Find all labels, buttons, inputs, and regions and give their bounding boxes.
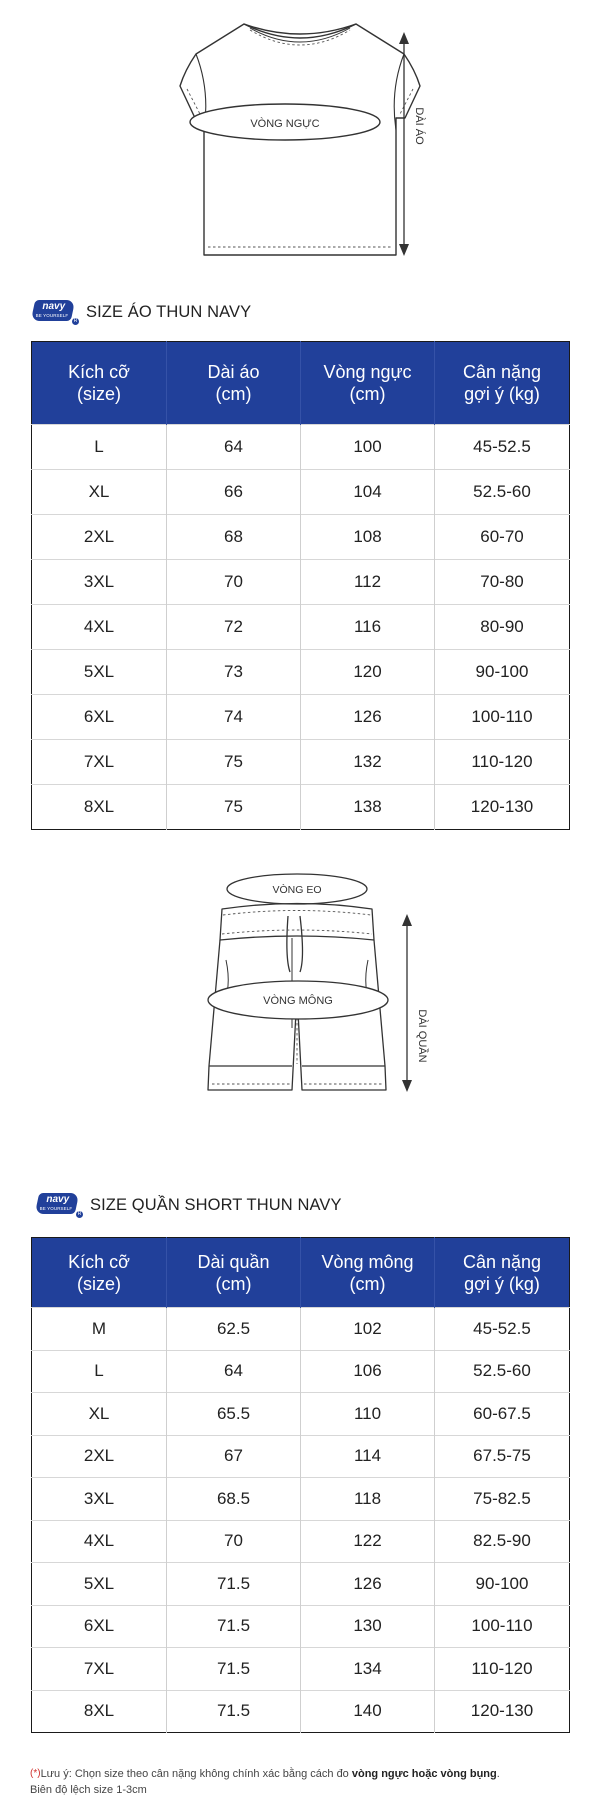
table-cell: 45-52.5 [435,425,570,470]
table-cell: 4XL [32,1520,167,1563]
note-emphasis: vòng ngực hoặc vòng bụng [351,1768,497,1780]
table-row [32,1350,570,1393]
table-cell: 65.5 [167,1393,301,1436]
column-header: Kích cỡ (size) [32,342,167,425]
column-header: Cân nặng gợi ý (kg) [435,342,570,425]
table-cell: 114 [301,1435,435,1478]
table-cell: 104 [301,470,435,515]
table-cell: 72 [167,605,301,650]
table-cell: 64 [167,425,301,470]
table-cell: 71.5 [167,1605,301,1648]
table-row [32,605,570,650]
table-cell: 60-70 [435,515,570,560]
table-cell: 67.5-75 [435,1435,570,1478]
shorts-waistband [220,904,374,941]
table-cell: 126 [301,1563,435,1606]
table-row [32,425,570,470]
table-cell: 110-120 [435,1648,570,1691]
table-cell: 120 [301,650,435,695]
table-cell: 3XL [32,560,167,605]
table-cell: 100 [301,425,435,470]
table-cell: 7XL [32,1648,167,1691]
table-cell: 140 [301,1690,435,1733]
table-row [32,1520,570,1563]
table-cell: 7XL [32,740,167,785]
length-label: DÀI ÁO [413,107,425,145]
column-header: Cân nặng gợi ý (kg) [435,1238,570,1308]
navy-logo: navy BE YOURSELF R [34,1190,84,1220]
table-cell: 68 [167,515,301,560]
table-cell: 82.5-90 [435,1520,570,1563]
table-cell: 112 [301,560,435,605]
table-cell: 52.5-60 [435,1350,570,1393]
table-cell: 90-100 [435,650,570,695]
waist-label: VÒNG EO [272,884,322,896]
hip-label: VÒNG MÔNG [263,995,333,1007]
table-cell: 118 [301,1478,435,1521]
table-cell: 110 [301,1393,435,1436]
table-row [32,650,570,695]
table-cell: 8XL [32,1690,167,1733]
table-cell: 80-90 [435,605,570,650]
table-cell: 120-130 [435,785,570,830]
sizing-note: (*)Lưu ý: Chọn size theo cân nặng không chính xác bằng cách đo vòng ngực hoặc vòng bụng. Biên độ lệch size 1-3cm [30,1768,500,1796]
table-row [32,1563,570,1606]
table-cell: 130 [301,1605,435,1648]
table-cell: 5XL [32,650,167,695]
table-cell: 134 [301,1648,435,1691]
table-row [32,560,570,605]
table-cell: 70-80 [435,560,570,605]
table-row [32,695,570,740]
table-row [32,515,570,560]
table-row [32,1648,570,1691]
table-cell: 73 [167,650,301,695]
table-row [32,1478,570,1521]
shorts-diagram [0,868,600,1133]
table-cell: 6XL [32,695,167,740]
shorts-size-title: SIZE QUẦN SHORT THUN NAVY [90,1195,342,1214]
table-cell: 67 [167,1435,301,1478]
note-marker: (*) [30,1768,41,1779]
table-cell: L [32,1350,167,1393]
shorts-section-header [34,1190,342,1220]
table-cell: 6XL [32,1605,167,1648]
table-cell: 3XL [32,1478,167,1521]
table-cell: 2XL [32,1435,167,1478]
table-row [32,1435,570,1478]
shirt-size-title: SIZE ÁO THUN NAVY [86,302,252,321]
table-cell: 70 [167,1520,301,1563]
column-header: Vòng ngực (cm) [301,342,435,425]
table-cell: 126 [301,695,435,740]
table-cell: 110-120 [435,740,570,785]
table-cell: 75 [167,740,301,785]
table-cell: 60-67.5 [435,1393,570,1436]
shirt-size-table [31,341,570,830]
table-cell: 64 [167,1350,301,1393]
table-cell: 71.5 [167,1648,301,1691]
table-cell: 5XL [32,1563,167,1606]
table-cell: XL [32,470,167,515]
shorts-length-label: DÀI QUẦN [416,1009,428,1063]
table-cell: 70 [167,560,301,605]
table-cell: 71.5 [167,1690,301,1733]
table-cell: 4XL [32,605,167,650]
table-cell: 74 [167,695,301,740]
table-cell: 66 [167,470,301,515]
table-cell: 75 [167,785,301,830]
table-row [32,785,570,830]
table-cell: 8XL [32,785,167,830]
table-cell: 120-130 [435,1690,570,1733]
table-cell: L [32,425,167,470]
table-row [32,1393,570,1436]
table-row [32,1605,570,1648]
table-cell: 138 [301,785,435,830]
table-cell: 2XL [32,515,167,560]
table-cell: M [32,1308,167,1351]
table-row [32,1308,570,1351]
table-cell: 102 [301,1308,435,1351]
shirt-section-header [30,297,251,327]
table-cell: 108 [301,515,435,560]
table-cell: 100-110 [435,1605,570,1648]
table-cell: 52.5-60 [435,470,570,515]
table-cell: 71.5 [167,1563,301,1606]
table-cell: 45-52.5 [435,1308,570,1351]
table-cell: 106 [301,1350,435,1393]
table-row [32,1690,570,1733]
table-row [32,470,570,515]
table-cell: 116 [301,605,435,650]
table-cell: 122 [301,1520,435,1563]
table-cell: 90-100 [435,1563,570,1606]
chest-label: VÒNG NGỰC [250,118,320,130]
column-header: Kích cỡ (size) [32,1238,167,1308]
navy-logo: navy BE YOURSELF R [30,297,80,327]
table-cell: 100-110 [435,695,570,740]
column-header: Dài áo (cm) [167,342,301,425]
table-cell: 62.5 [167,1308,301,1351]
shorts-size-table [31,1237,570,1733]
note-tolerance: Biên độ lệch size 1-3cm [30,1784,147,1796]
tshirt-diagram [0,0,600,265]
table-cell: 132 [301,740,435,785]
table-row [32,740,570,785]
column-header: Dài quần (cm) [167,1238,301,1308]
column-header: Vòng mông (cm) [301,1238,435,1308]
table-cell: XL [32,1393,167,1436]
table-cell: 75-82.5 [435,1478,570,1521]
table-cell: 68.5 [167,1478,301,1521]
